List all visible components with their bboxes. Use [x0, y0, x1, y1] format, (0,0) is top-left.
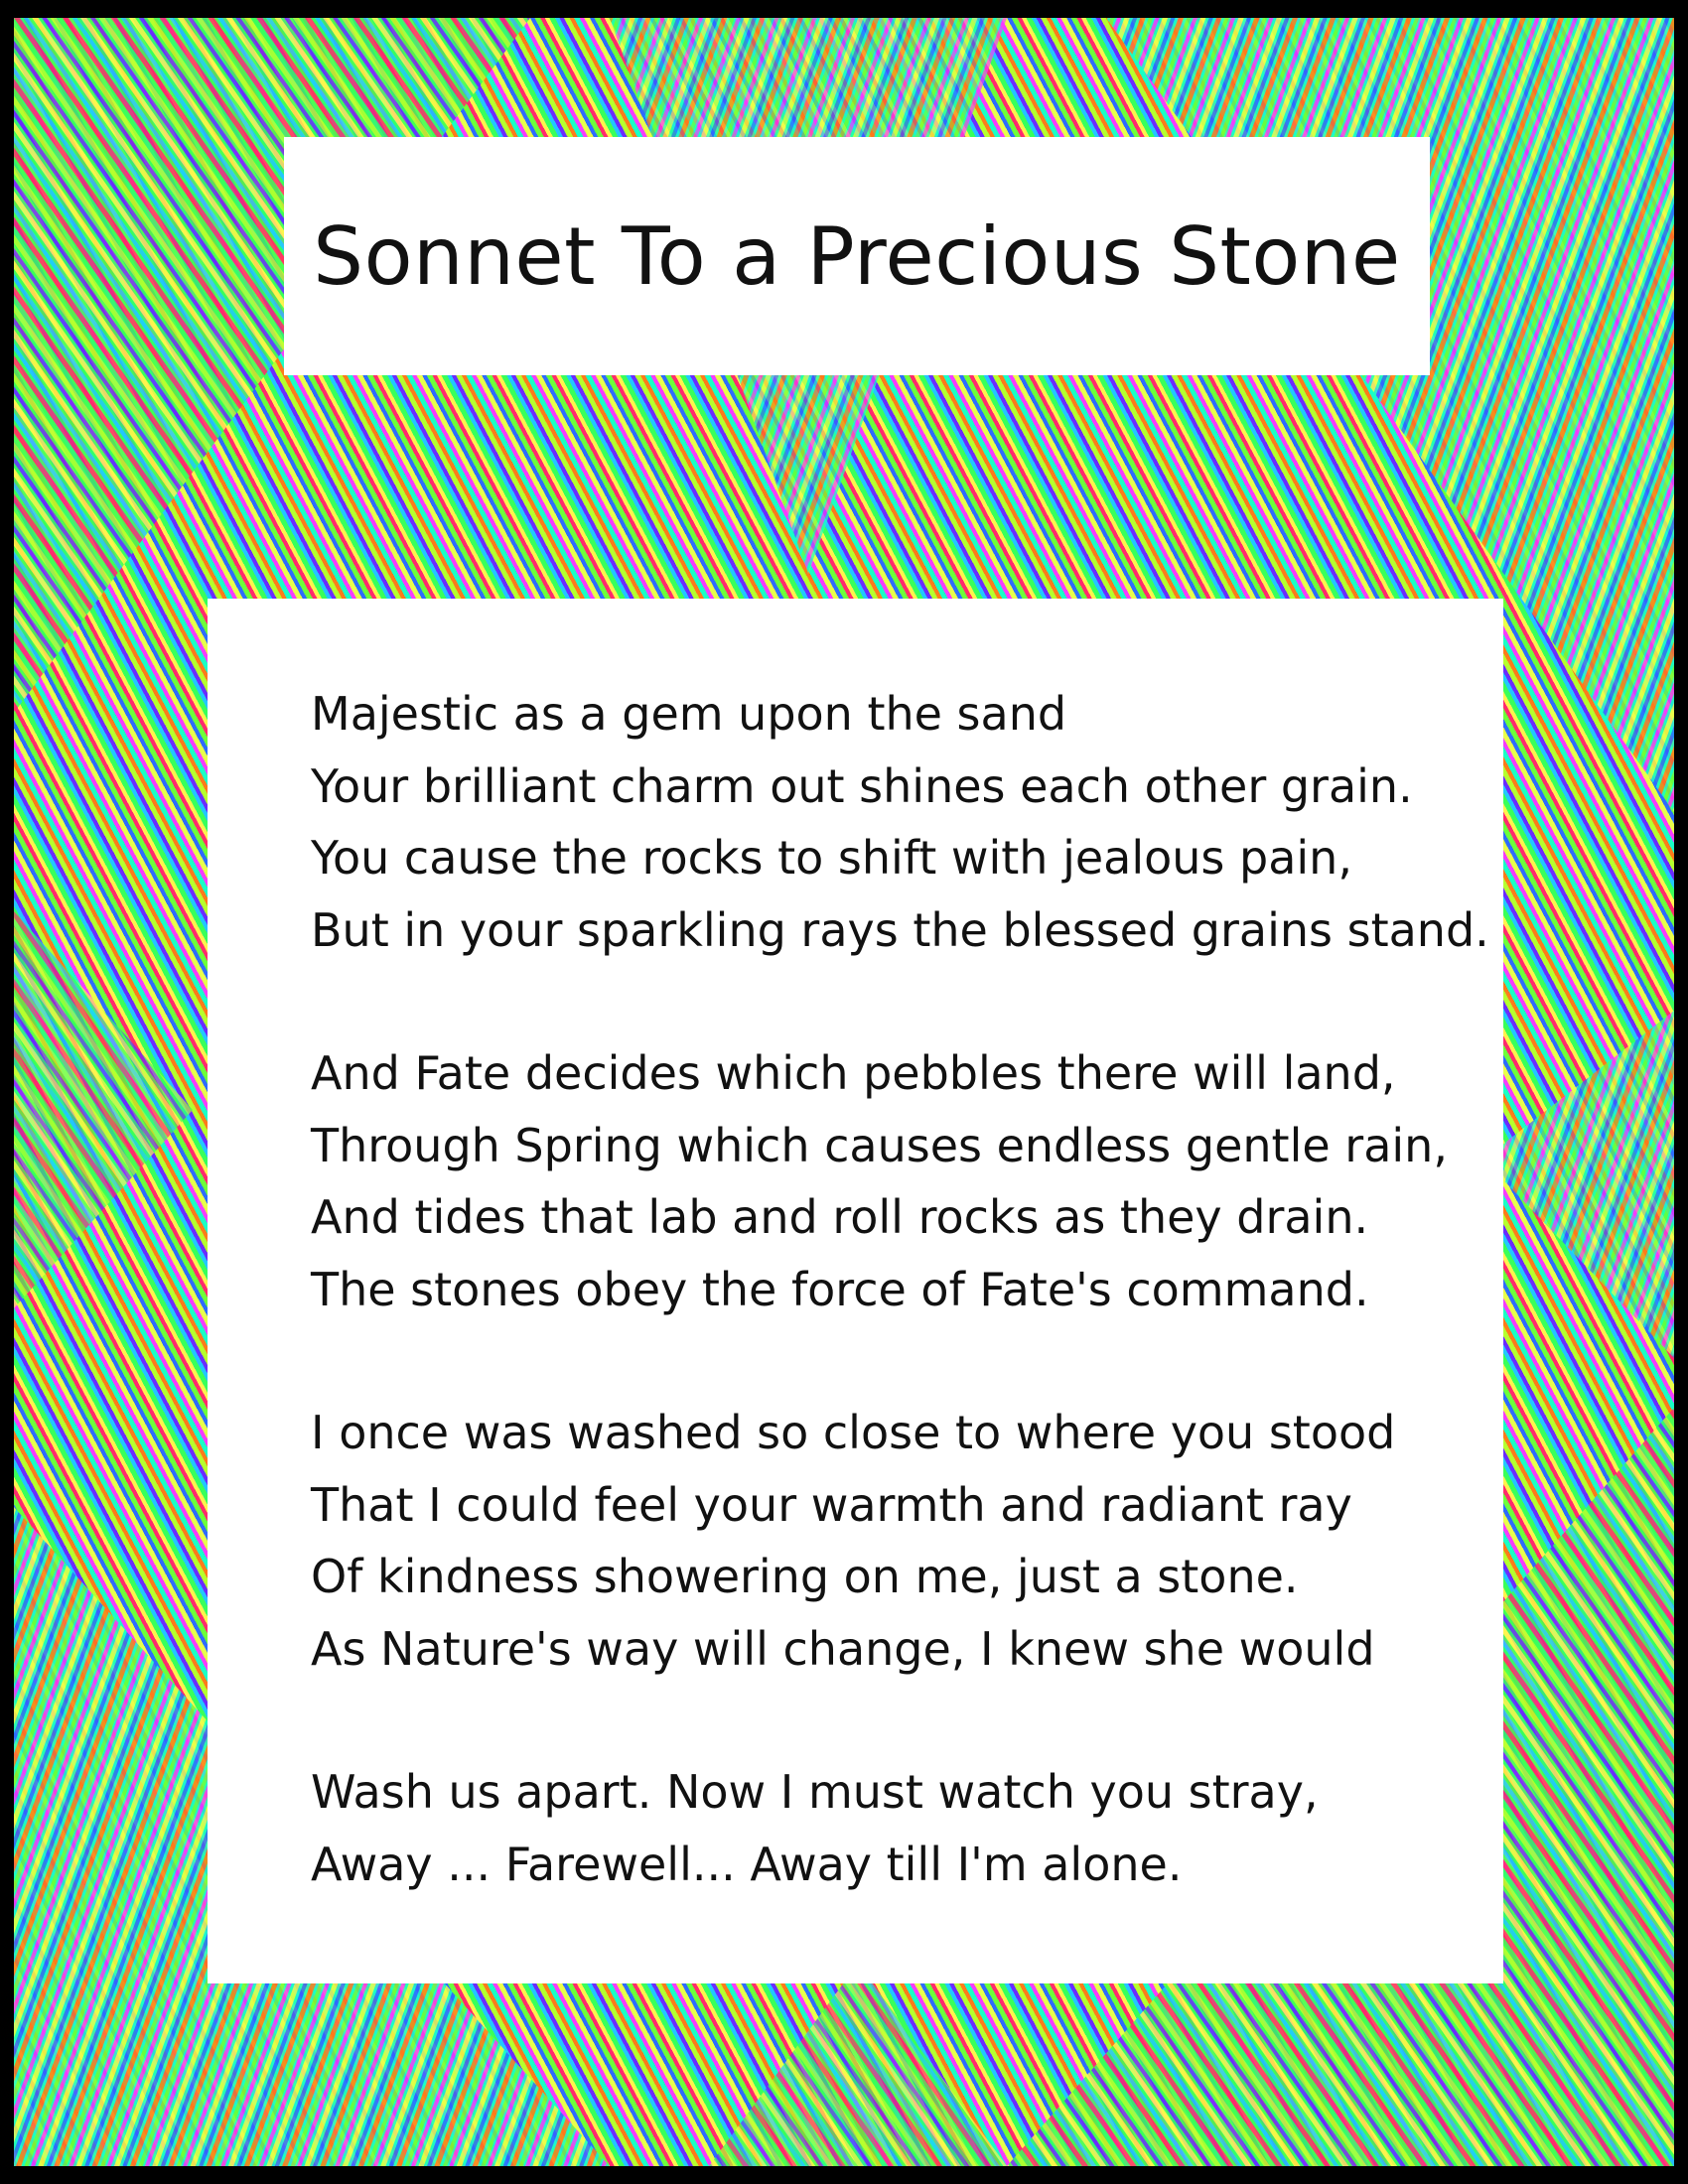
poem-line: But in your sparkling rays the blessed grains stand.	[311, 902, 1489, 957]
poem-line: Wash us apart. Now I must watch you stray,	[311, 1765, 1319, 1819]
poem-panel	[208, 599, 1503, 1983]
stanza-4	[311, 1756, 1482, 1900]
poem-line: As Nature's way will change, I knew she would	[311, 1621, 1375, 1676]
stanza-1	[311, 678, 1489, 966]
poem-line: Majestic as a gem upon the sand	[311, 687, 1067, 741]
poem-line: You cause the rocks to shift with jealous pain,	[311, 831, 1352, 885]
poem-line: And Fate decides which pebbles there will land,	[311, 1046, 1396, 1100]
poem-line: The stones obey the force of Fate's command.	[311, 1262, 1369, 1316]
poem-line: Through Spring which causes endless gentle rain,	[311, 1118, 1448, 1172]
poem-title: Sonnet To a Precious Stone	[313, 209, 1401, 303]
stanza-3	[311, 1397, 1482, 1685]
poem-body	[311, 678, 1489, 1972]
psychedelic-border-pattern	[14, 18, 1674, 2166]
poem-line: Your brilliant charm out shines each other grain.	[311, 758, 1413, 813]
poem-line: Away ... Farewell... Away till I'm alone.	[311, 1837, 1183, 1891]
stanza-2	[311, 1037, 1482, 1325]
title-panel	[284, 137, 1430, 375]
poem-line: Of kindness showering on me, just a stone.	[311, 1550, 1299, 1603]
poem-line: And tides that lab and roll rocks as they drain.	[311, 1190, 1369, 1244]
poem-line: That I could feel your warmth and radiant ray	[311, 1477, 1352, 1532]
poem-line: I once was washed so close to where you stood	[311, 1406, 1396, 1459]
